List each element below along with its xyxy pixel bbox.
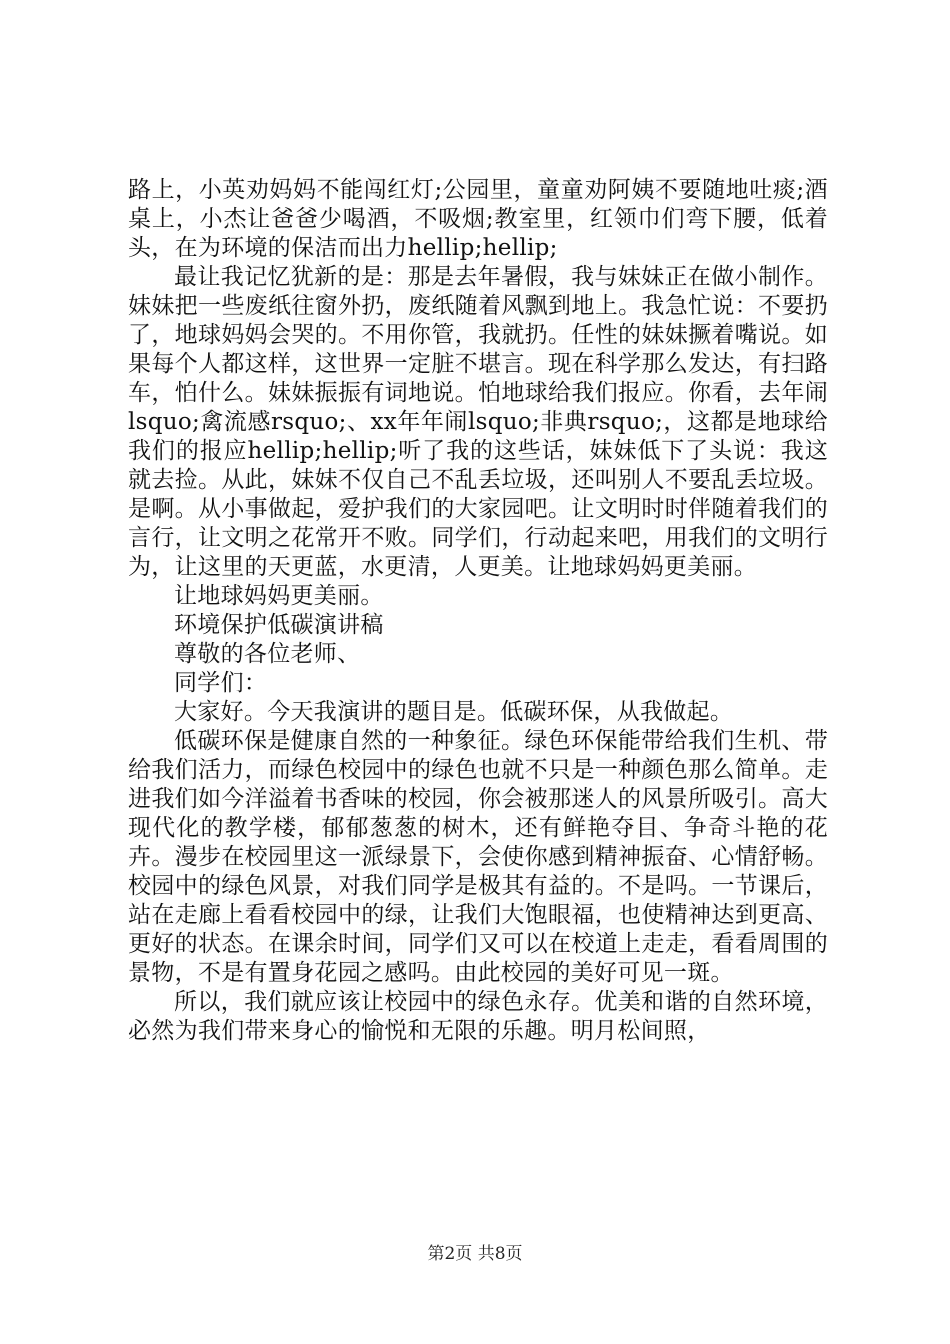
paragraph-1: 路上，小英劝妈妈不能闯红灯;公园里，童童劝阿姨不要随地吐痰;酒桌上，小杰让爸爸少喝酒，不吸烟;教室里，红领巾们弯下腰，低着头，在为环境的保洁而出力hellip;hellip;	[128, 177, 828, 261]
paragraph-low-carbon: 低碳环保是健康自然的一种象征。绿色环保能带给我们生机、带给我们活力，而绿色校园中的绿色也就不只是一种颜色那么简单。走进我们如今洋溢着书香味的校园，你会被那迷人的风景所吸引。高大现代化的教学楼，郁郁葱葱的树木，还有鲜艳夺目、争奇斗艳的花卉。漫步在校园里这一派绿景下，会使你感到精神振奋、心情舒畅。校园中的绿色风景，对我们同学是极其有益的。不是吗。一节课后，站在走廊上看看校园中的绿，让我们大饱眼福，也使精神达到更高、更好的状态。在课余时间，同学们又可以在校道上走走，看看周围的景物，不是有置身花园之感吗。由此校园的美好可见一斑。	[128, 728, 828, 986]
document-body	[128, 176, 828, 1046]
page-number-footer: 第2页 共8页	[427, 1244, 523, 1264]
paragraph-greeting: 大家好。今天我演讲的题目是。低碳环保，从我做起。	[174, 699, 734, 725]
salutation-teachers: 尊敬的各位老师、	[174, 641, 361, 667]
paragraph-2: 最让我记忆犹新的是：那是去年暑假，我与妹妹正在做小制作。妹妹把一些废纸往窗外扔，废纸随着风飘到地上。我急忙说：不要扔了，地球妈妈会哭的。不用你管，我就扔。任性的妹妹撅着嘴说。如果每个人都这样，这世界一定脏不堪言。现在科学那么发达，有扫路车，怕什么。妹妹振振有词地说。怕地球给我们报应。你看，去年闹lsquo;禽流感rsquo;、xx年年闹lsquo;非典rsquo;，这都是地球给我们的报应hellip;hellip;听了我的这些话，妹妹低下了头说：我这就去捡。从此，妹妹不仅自己不乱丢垃圾，还叫别人不要乱丢垃圾。是啊。从小事做起，爱护我们的大家园吧。让文明时时伴随着我们的言行，让文明之花常开不败。同学们，行动起来吧，用我们的文明行为，让这里的天更蓝，水更清，人更美。让地球妈妈更美丽。	[128, 264, 828, 580]
speech-title: 环境保护低碳演讲稿	[174, 612, 384, 638]
paragraph-conclusion: 所以，我们就应该让校园中的绿色永存。优美和谐的自然环境，必然为我们带来身心的愉悦和无限的乐趣。明月松间照，	[128, 989, 828, 1044]
salutation-students: 同学们：	[174, 670, 268, 696]
paragraph-3: 让地球妈妈更美丽。	[174, 583, 384, 609]
